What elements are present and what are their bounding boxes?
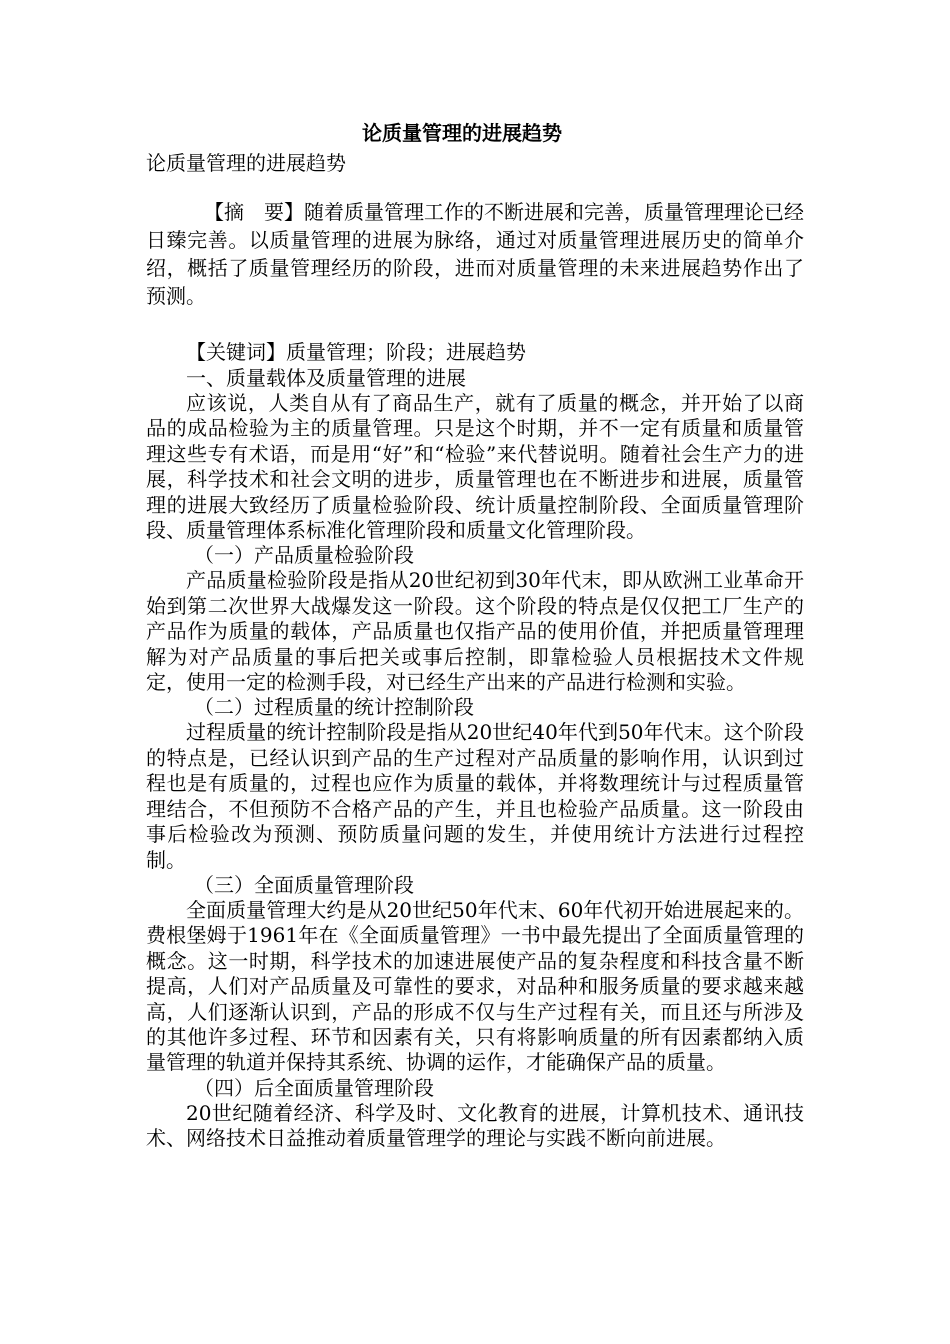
document-body	[146, 118, 804, 1152]
subsection-heading-4: （四）后全面质量管理阶段	[194, 1075, 434, 1100]
subsection-paragraph-4: 20世纪随着经济、科学及时、文化教育的进展，计算机技术、通讯技术、网络技术日益推动着质量管理学的理论与实践不断向前进展。	[146, 1100, 804, 1151]
subsection-heading-2: （二）过程质量的统计控制阶段	[194, 695, 474, 720]
subsection-paragraph-3: 全面质量管理大约是从20世纪50年代末、60年代初开始进展起来的。费根堡姆于1961年在《全面质量管理》一书中最先提出了全面质量管理的概念。这一时期，科学技术的加速进展使产品的复杂程度和科技含量不断提高，人们对产品质量及可靠性的要求，对品种和服务质量的要求越来越高，人们逐渐认识到，产品的形成不仅与生产过程有关，而且还与所涉及的其他许多过程、环节和因素有关，只有将影响质量的所有因素都纳入质量管理的轨道并保持其系统、协调的运作，才能确保产品的质量。	[146, 897, 804, 1075]
document-subtitle: 论质量管理的进展趋势	[146, 151, 346, 175]
keywords-line: 【关键词】质量管理；阶段；进展趋势	[186, 340, 526, 364]
section-paragraph-1: 应该说，人类自从有了商品生产，就有了质量的概念，并开始了以商品的成品检验为主的质量管理。只是这个时期，并不一定有质量和质量管理这些专有术语，而是用“好”和“检验”来代替说明。随着社会生产力的进展，科学技术和社会文明的进步，质量管理也在不断进步和进展，质量管理的进展大致经历了质量检验阶段、统计质量控制阶段、全面质量管理阶段、质量管理体系标准化管理阶段和质量文化管理阶段。	[146, 391, 804, 543]
section-heading-1: 一、质量载体及质量管理的进展	[186, 366, 466, 390]
document-title: 论质量管理的进展趋势	[362, 121, 562, 145]
subsection-paragraph-2: 过程质量的统计控制阶段是指从20世纪40年代到50年代末。这个阶段的特点是，已经认识到产品的生产过程对产品质量的影响作用，认识到过程也是有质量的，过程也应作为质量的载体，并将数理统计与过程质量管理结合，不但预防不合格产品的产生，并且也检验产品质量。这一阶段由事后检验改为预测、预防质量问题的发生，并使用统计方法进行过程控制。	[146, 720, 804, 872]
subsection-heading-3: （三）全面质量管理阶段	[194, 872, 414, 897]
subsection-heading-1: （一）产品质量检验阶段	[194, 543, 414, 568]
abstract-paragraph: 【摘 要】随着质量管理工作的不断进展和完善，质量管理理论已经日臻完善。以质量管理的进展为脉络，通过对质量管理进展历史的简单介绍，概括了质量管理经历的阶段，进而对质量管理的未来进展趋势作出了预测。	[146, 200, 804, 308]
subsection-paragraph-1: 产品质量检验阶段是指从20世纪初到30年代末，即从欧洲工业革命开始到第二次世界大战爆发这一阶段。这个阶段的特点是仅仅把工厂生产的产品作为质量的载体，产品质量也仅指产品的使用价值，并把质量管理理解为对产品质量的事后把关或事后控制，即靠检验人员根据技术文件规定，使用一定的检测手段，对已经生产出来的产品进行检测和实验。	[146, 568, 804, 695]
